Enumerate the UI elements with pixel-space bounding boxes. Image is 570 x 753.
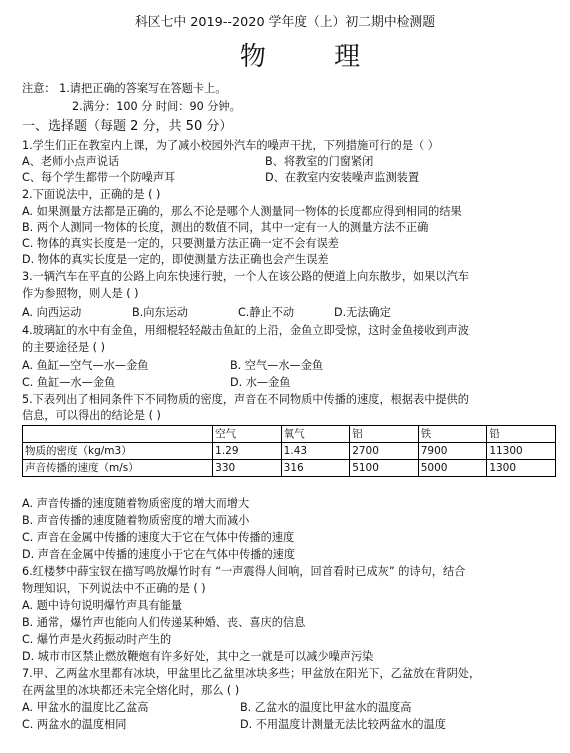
table-cell: 330: [213, 460, 282, 477]
question-3-option-a: A. 向西运动: [22, 306, 82, 319]
question-6-stem-1: 6.红楼梦中薛宝钗在描写鸣放爆竹时有 “一声震得人间响，回首看时已成灰” 的诗句，结合: [22, 565, 466, 578]
table-row-label: 声音传播的速度（m/s）: [23, 460, 213, 477]
question-7-option-d: D. 不用温度计测量无法比较两盆水的温度: [240, 718, 446, 731]
question-5-stem-1: 5.下表列出了相同条件下不同物质的密度，声音在不同物质中传播的速度，根据表中提供的: [22, 393, 469, 406]
question-1-option-c: C、每个学生都带一个防噪声耳: [22, 171, 176, 184]
question-7-option-a: A. 甲盆水的温度比乙盆高: [22, 701, 149, 714]
table-header-cell: 铅: [487, 426, 556, 443]
exam-title: 科区七中 2019--2020 学年度（上）初二期中检测题: [134, 15, 436, 30]
question-1-option-d: D、在教室内安装噪声监测装置: [265, 171, 420, 184]
question-7-option-c: C. 两盆水的温度相同: [22, 718, 127, 731]
table-header-row: [23, 426, 556, 443]
question-7-stem-2: 在两盆里的冰块都还未完全熔化时，那么 ( ): [22, 684, 240, 697]
question-6-stem-2: 物理知识，下列说法中不正确的是 ( ): [22, 582, 206, 595]
table-row: [23, 443, 556, 460]
question-2-option-a: A. 如果测量方法都是正确的，那么不论是哪个人测量同一物体的长度都应得到相同的结果: [22, 205, 462, 218]
table-cell: 1300: [487, 460, 556, 477]
question-5-option-b: B. 声音传播的速度随着物质密度的增大而减小: [22, 514, 250, 527]
question-2-option-c: C. 物体的真实长度是一定的，只要测量方法正确一定不会有误差: [22, 237, 339, 250]
question-6-option-b: B. 通常，爆竹声也能向人们传递某种婚、丧、喜庆的信息: [22, 616, 306, 629]
question-5-stem-2: 信息，可以得出的结论是 ( ): [22, 409, 161, 422]
question-6-option-d: D. 城市市区禁止燃放鞭炮有许多好处，其中之一就是可以减少噪声污染: [22, 650, 374, 663]
table-header-cell: 空气: [213, 426, 282, 443]
density-speed-table: [22, 425, 556, 477]
table-cell: 5100: [350, 460, 419, 477]
question-4-option-d: D. 水—金鱼: [230, 376, 291, 389]
question-4-option-c: C. 鱼缸—水—金鱼: [22, 376, 116, 389]
question-5-option-c: C. 声音在金属中传播的速度大于它在气体中传播的速度: [22, 531, 295, 544]
table-cell: 7900: [418, 443, 487, 460]
subject-title: 物 理: [239, 42, 391, 72]
notice-line-2: 2.满分：100 分 时间：90 分钟。: [72, 100, 241, 113]
question-3-stem-1: 3.一辆汽车在平直的公路上向东快速行驶，一个人在该公路的便道上向东散步，如果以汽车: [22, 270, 469, 283]
table-cell: 316: [281, 460, 350, 477]
question-4-option-a: A. 鱼缸—空气—水—金鱼: [22, 359, 149, 372]
table-cell: 11300: [487, 443, 556, 460]
question-3-stem-2: 作为参照物，则人是 ( ): [22, 287, 139, 300]
table-header-cell: 铁: [418, 426, 487, 443]
question-7-stem-1: 7.甲、乙两盆水里都有冰块，甲盆里比乙盆里冰块多些；甲盆放在阳光下，乙盆放在背阴处，: [22, 667, 481, 680]
question-7-option-b: B. 乙盆水的温度比甲盆水的温度高: [240, 701, 412, 714]
table-row-label: 物质的密度（kg/m3）: [23, 443, 213, 460]
table-cell: 1.29: [213, 443, 282, 460]
table-cell: 2700: [350, 443, 419, 460]
table-header-cell: 铝: [350, 426, 419, 443]
question-6-option-c: C. 爆竹声是火药振动时产生的: [22, 633, 172, 646]
question-4-stem-2: 的主要途径是 ( ): [22, 341, 105, 354]
question-5-option-d: D. 声音在金属中传播的速度小于它在气体中传播的速度: [22, 548, 296, 561]
question-1-option-b: B、将教室的门窗紧闭: [265, 155, 374, 168]
question-4-option-b: B. 空气—水—金鱼: [230, 359, 324, 372]
question-1-option-a: A、老师小点声说话: [22, 155, 120, 168]
question-1-stem: 1.学生们正在教室内上课，为了减小校园外汽车的噪声干扰，下列措施可行的是（ ）: [22, 139, 439, 152]
question-2-stem: 2.下面说法中，正确的是 ( ): [22, 188, 161, 201]
notice-line-1: 注意： 1.请把正确的答案写在答题卡上。: [22, 82, 227, 95]
question-2-option-b: B. 两个人测同一物体的长度，测出的数值不同，其中一定有一人的测量方法不正确: [22, 221, 429, 234]
question-6-option-a: A. 题中诗句说明爆竹声具有能量: [22, 599, 183, 612]
table-header-cell: 氧气: [281, 426, 350, 443]
question-4-stem-1: 4.玻璃缸的水中有金鱼，用细棍轻轻敲击鱼缸的上沿，金鱼立即受惊，这时金鱼接收到声波: [22, 324, 469, 337]
section-title: 一、选择题（每题 2 分，共 50 分）: [22, 119, 233, 134]
question-2-option-d: D. 物体的真实长度是一定的，即使测量方法正确也会产生误差: [22, 253, 329, 266]
question-5-option-a: A. 声音传播的速度随着物质密度的增大而增大: [22, 497, 250, 510]
question-3-option-d: D.无法确定: [334, 306, 391, 319]
table-cell: 1.43: [281, 443, 350, 460]
table-row: [23, 460, 556, 477]
question-3-option-b: B.向东运动: [132, 306, 188, 319]
question-3-option-c: C.静止不动: [238, 306, 295, 319]
table-cell: 5000: [418, 460, 487, 477]
table-header-cell: [23, 426, 213, 443]
